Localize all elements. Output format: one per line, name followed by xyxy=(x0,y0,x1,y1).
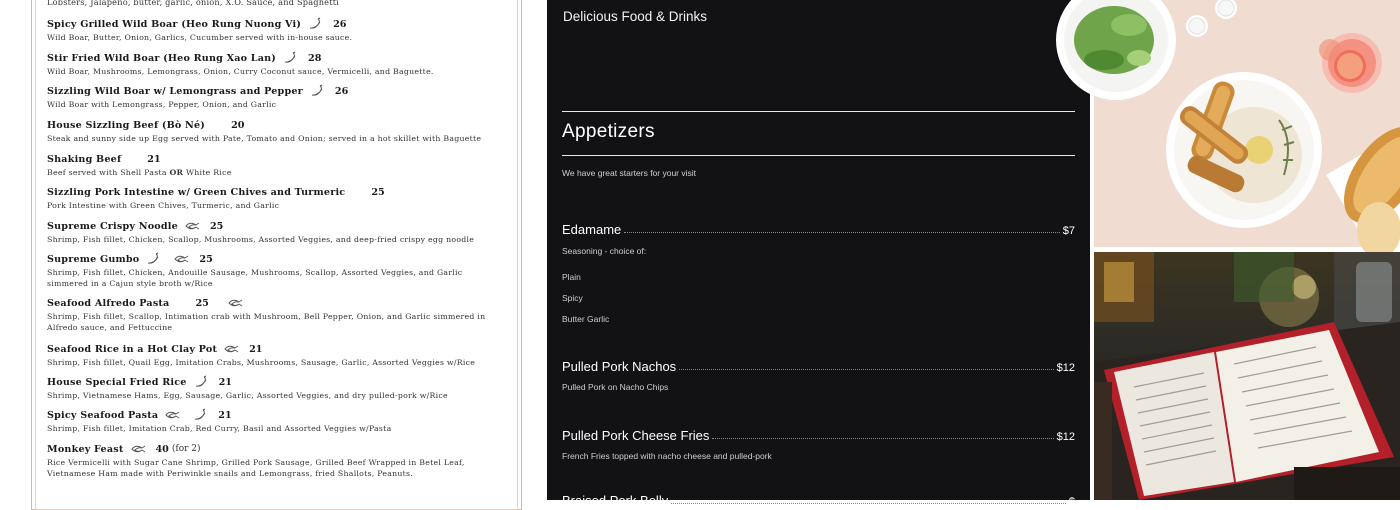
menu-item-price: 26 xyxy=(334,85,349,97)
menu-item xyxy=(47,51,497,77)
appetizer-description: Pulled Pork on Nacho Chips xyxy=(562,382,669,392)
menu-item xyxy=(47,118,497,144)
menu-item xyxy=(47,84,497,110)
menu-item-header xyxy=(47,408,497,422)
menu-item-name: Stir Fried Wild Boar (Heo Rung Xao Lan) xyxy=(47,52,277,64)
appetizer-name: Pulled Pork Cheese Fries xyxy=(562,428,710,443)
menu-item-header xyxy=(47,51,497,65)
restaurant-table-photo xyxy=(1094,252,1400,500)
dot-leader xyxy=(679,369,1053,370)
chili-icon xyxy=(192,409,208,421)
menu-item-price: 25 xyxy=(199,253,213,265)
tagline: Delicious Food & Drinks xyxy=(563,9,708,24)
menu-item-name: House Special Fried Rice xyxy=(47,376,187,388)
menu-item-name: Supreme Gumbo xyxy=(47,253,140,265)
menu-item-serving-note: (for 2) xyxy=(171,444,201,454)
menu-item-name: Sizzling Wild Boar w/ Lemongrass and Pepper xyxy=(47,85,303,97)
shrimp-icon xyxy=(223,343,239,355)
menu-item-header xyxy=(47,118,497,132)
appetizer-row xyxy=(562,425,1075,443)
shrimp-icon xyxy=(184,220,200,232)
menu-item-price: 28 xyxy=(308,52,322,64)
chili-icon xyxy=(309,85,325,97)
appetizer-price: $7 xyxy=(1062,225,1075,237)
section-subtitle: We have great starters for your visit xyxy=(562,168,697,178)
menu-item-header xyxy=(47,296,497,310)
appetizer-description: French Fries topped with nacho cheese and pulled-pork xyxy=(562,451,772,461)
chili-icon xyxy=(307,18,323,30)
menu-item-price: 25 xyxy=(209,220,224,232)
menu-item-description: Shrimp, Fish fillet, Chicken, Andouille Sausage, Mushrooms, Scallop, Assorted Veggies, and Garlic simmered in a Cajun style broth w/Rice xyxy=(47,268,463,288)
divider-bottom xyxy=(562,155,1075,156)
menu-item-name: Sizzling Pork Intestine w/ Green Chives and Turmeric xyxy=(47,186,346,198)
dot-leader xyxy=(712,438,1053,439)
menu-item-name: Supreme Crispy Noodle xyxy=(47,220,178,232)
menu-item xyxy=(47,375,497,401)
menu-item-price: 21 xyxy=(147,153,161,165)
shrimp-icon xyxy=(227,297,243,309)
menu-item-description: Steak and sunny side up Egg served with Pate, Tomato and Onion; served in a hot skillet with Baguette xyxy=(47,134,482,143)
appetizer-price: $12 xyxy=(1056,362,1075,374)
appetizer-price: $ xyxy=(1068,496,1075,508)
appetizer-name: Edamame xyxy=(562,222,622,237)
menu-item xyxy=(47,342,497,368)
shrimp-icon xyxy=(173,253,189,265)
chili-icon xyxy=(145,253,161,265)
menu-item-name: Shaking Beef xyxy=(47,153,122,165)
menu-item xyxy=(47,17,497,43)
chili-icon xyxy=(193,376,209,388)
appetizer-row xyxy=(562,356,1075,374)
menu-item xyxy=(47,185,497,211)
dot-leader xyxy=(624,232,1060,233)
menu-item-price: 20 xyxy=(231,119,245,131)
menu-item-description: Wild Boar, Butter, Onion, Garlics, Cucumber served with in-house sauce. xyxy=(47,33,353,42)
appetizer-row xyxy=(562,490,1075,508)
menu-item-description: Wild Boar, Mushrooms, Lemongrass, Onion, Curry Coconut sauce, Vermicelli, and Baguette. xyxy=(47,67,434,76)
menu-item-description: Pork Intestine with Green Chives, Turmeric, and Garlic xyxy=(47,201,280,210)
menu-item-price: 40 xyxy=(155,443,169,455)
menu-item-description: Shrimp, Fish fillet, Quail Egg, Imitation Crabs, Mushrooms, Sausage, Garlic, Assorted Veggies w/Rice xyxy=(47,358,476,367)
menu-item xyxy=(47,152,497,178)
menu-item-description: Beef served with Shell Pasta OR White Rice xyxy=(47,168,232,177)
appetizers-panel xyxy=(547,0,1090,508)
menu-item-header xyxy=(47,442,497,456)
menu-item-header xyxy=(47,185,497,199)
appetizer-name: Braised Pork Belly xyxy=(562,493,669,508)
menu-item-header xyxy=(47,252,497,266)
menu-item-description: Rice Vermicelli with Sugar Cane Shrimp, Grilled Pork Sausage, Grilled Beef Wrapped in Betel Leaf, Vietnamese Ham made with Periwinkle snails and Lemongrass, fried Shallots, Peanuts. xyxy=(47,458,465,478)
menu-item-name: Seafood Alfredo Pasta xyxy=(47,297,170,309)
seasoning-option: Plain xyxy=(562,272,581,282)
printed-menu-page xyxy=(0,0,547,500)
menu-item xyxy=(47,408,497,434)
menu-item-description: Shrimp, Fish fillet, Imitation Crab, Red Curry, Basil and Assorted Veggies w/Pasta xyxy=(47,424,392,433)
menu-item-price: 25 xyxy=(195,297,209,309)
menu-item-name: Spicy Grilled Wild Boar (Heo Rung Nuong Vi) xyxy=(47,18,302,30)
menu-item-name: House Sizzling Beef (Bò Né) xyxy=(47,119,206,131)
shrimp-icon xyxy=(130,443,146,455)
menu-item-name: Monkey Feast xyxy=(47,443,124,455)
menu-item-description: Shrimp, Vietnamese Hams, Egg, Sausage, Garlic, Assorted Veggies, and dry pulled-pork w/Rice xyxy=(47,391,448,400)
menu-item-price: 25 xyxy=(371,186,385,198)
shrimp-icon xyxy=(164,409,180,421)
menu-item-description: Wild Boar with Lemongrass, Pepper, Onion, and Garlic xyxy=(47,100,277,109)
menu-item-name: Seafood Rice in a Hot Clay Pot xyxy=(47,343,218,355)
divider-top xyxy=(562,111,1075,112)
menu-intro-description: Lobsters, Jalapeno, butter, garlic, onion, X.O. Sauce, and Spaghetti xyxy=(47,0,340,7)
section-title: Appetizers xyxy=(562,121,655,142)
menu-item-price: 21 xyxy=(218,376,232,388)
appetizer-name: Pulled Pork Nachos xyxy=(562,359,677,374)
menu-item xyxy=(47,252,497,289)
appetizer-row xyxy=(562,219,1075,237)
menu-item-name: Spicy Seafood Pasta xyxy=(47,409,159,421)
chili-icon xyxy=(282,52,298,64)
menu-item-price: 21 xyxy=(218,409,232,421)
menu-item-header xyxy=(47,219,497,233)
menu-item-header xyxy=(47,152,497,166)
seasoning-option: Spicy xyxy=(562,293,583,303)
menu-item-description: Shrimp, Fish fillet, Chicken, Scallop, Mushrooms, Assorted Veggies, and deep-fried crispy egg noodle xyxy=(47,235,475,244)
appetizer-price: $12 xyxy=(1056,431,1075,443)
menu-item-header xyxy=(47,375,497,389)
menu-item-header xyxy=(47,17,497,31)
menu-item xyxy=(47,296,497,333)
menu-item-description: Shrimp, Fish fillet, Scallop, Intimation crab with Mushroom, Bell Pepper, Onion, and Garlic simmered in Alfredo sauce, and Fettuccine xyxy=(47,312,486,332)
menu-item xyxy=(47,442,497,479)
menu-item-price: 21 xyxy=(249,343,263,355)
menu-item-header xyxy=(47,84,497,98)
food-photo xyxy=(1094,0,1400,247)
dot-leader xyxy=(671,503,1066,504)
menu-item xyxy=(47,219,497,245)
seasoning-option: Butter Garlic xyxy=(562,314,610,324)
menu-item-header xyxy=(47,342,497,356)
menu-item-price: 26 xyxy=(333,18,347,30)
appetizer-description: Seasoning - choice of: xyxy=(562,246,647,256)
